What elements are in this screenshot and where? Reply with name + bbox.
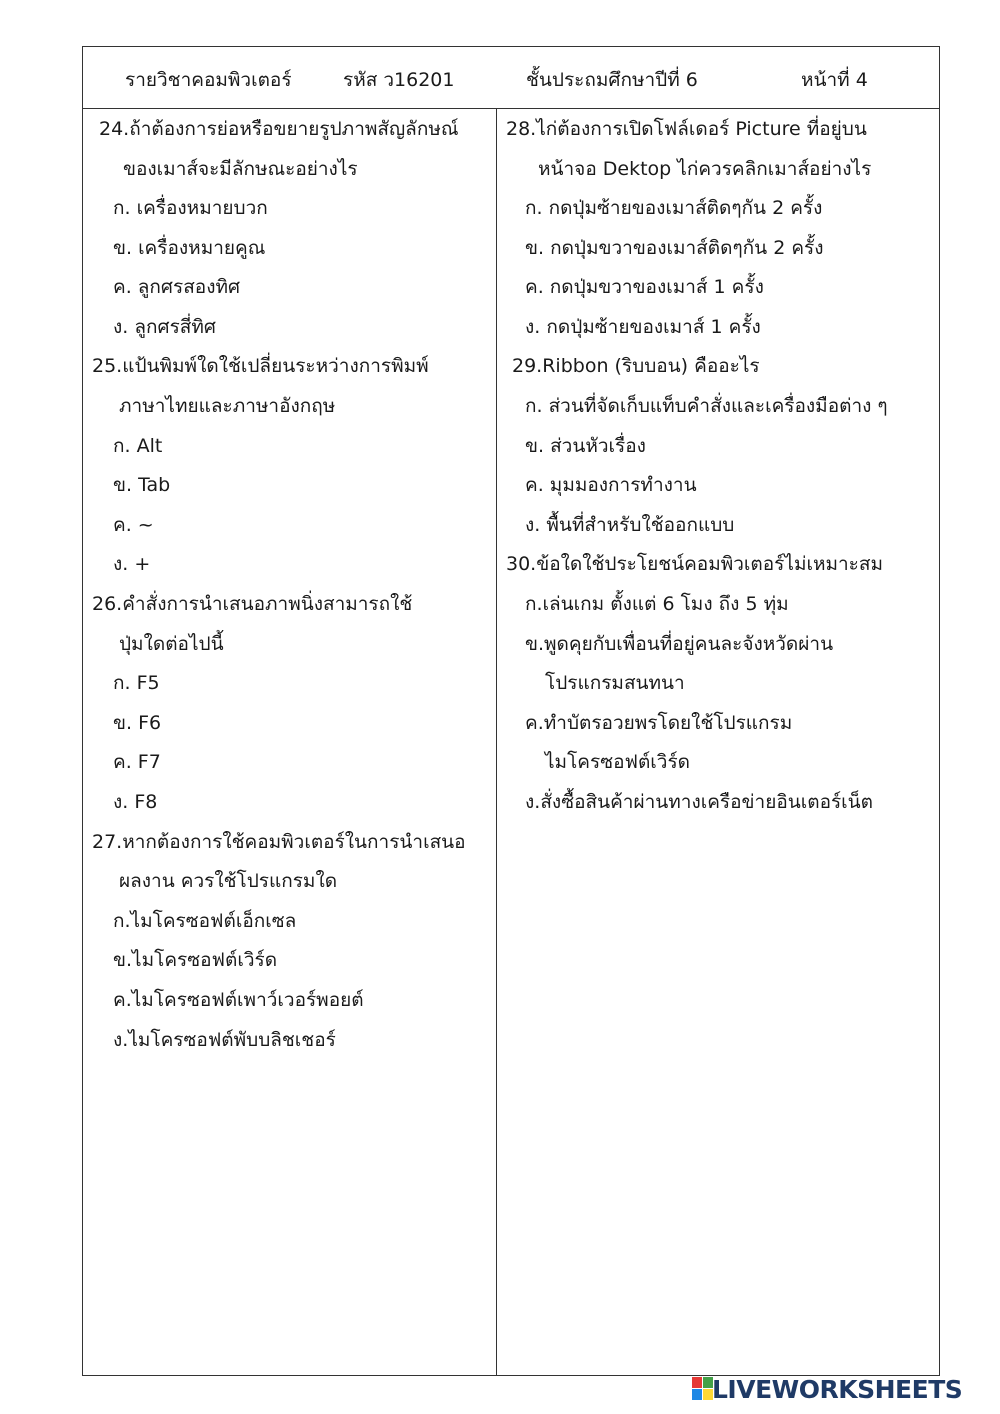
liveworksheets-badge-icon — [692, 1377, 714, 1401]
course-code: รหัส ว16201 — [343, 69, 455, 91]
page-number: หน้าที่ 4 — [801, 69, 868, 91]
question-29: 29.Ribbon (ริบบอน) คืออะไร — [512, 355, 760, 377]
q26-choice-c: ค. F7 — [113, 751, 161, 773]
q24-choice-d: ง. ลูกศรสี่ทิศ — [113, 316, 216, 338]
question-28-cont: หน้าจอ Dektop ไก่ควรคลิกเมาส์อย่างไร — [538, 158, 872, 180]
q25-choice-a: ก. Alt — [113, 435, 163, 457]
liveworksheets-logo — [692, 1375, 992, 1405]
q30-choice-d: ง.สั่งซื้อสินค้าผ่านทางเครือข่ายอินเตอร์เน็ต — [525, 791, 874, 813]
q29-choice-a: ก. ส่วนที่จัดเก็บแท็บคำสั่งและเครื่องมือต่าง ๆ — [525, 395, 888, 417]
q25-choice-b: ข. Tab — [113, 474, 171, 496]
q29-choice-b: ข. ส่วนหัวเรื่อง — [525, 435, 646, 457]
question-27-cont: ผลงาน ควรใช้โปรแกรมใด — [119, 870, 338, 892]
q27-choice-d: ง.ไมโครซอฟต์พับบลิชเชอร์ — [113, 1029, 336, 1051]
q30-choice-b: ข.พูดคุยกับเพื่อนที่อยู่คนละจังหวัดผ่าน — [525, 633, 834, 655]
q27-choice-a: ก.ไมโครซอฟต์เอ็กเซล — [113, 910, 297, 932]
question-25: 25.แป้นพิมพ์ใดใช้เปลี่ยนระหว่างการพิมพ์ — [92, 355, 429, 377]
worksheet-frame — [82, 46, 940, 1376]
q25-choice-d: ง. + — [113, 553, 151, 575]
question-28: 28.ไก่ต้องการเปิดโฟล์เดอร์ Picture ที่อยู่บน — [506, 118, 867, 140]
q24-choice-c: ค. ลูกศรสองทิศ — [113, 276, 241, 298]
q26-choice-d: ง. F8 — [113, 791, 158, 813]
question-26-cont: ปุ่มใดต่อไปนี้ — [119, 633, 224, 655]
q29-choice-c: ค. มุมมองการทำงาน — [525, 474, 697, 496]
subject-label: รายวิชาคอมพิวเตอร์ — [125, 69, 292, 91]
q30-choice-b-cont: โปรแกรมสนทนา — [545, 672, 685, 694]
question-24-cont: ของเมาส์จะมีลักษณะอย่างไร — [123, 158, 358, 180]
q30-choice-c-cont: ไมโครซอฟต์เวิร์ด — [545, 751, 691, 773]
q24-choice-a: ก. เครื่องหมายบวก — [113, 197, 268, 219]
question-25-cont: ภาษาไทยและภาษาอังกฤษ — [119, 395, 336, 417]
q29-choice-d: ง. พื้นที่สำหรับใช้ออกแบบ — [525, 514, 735, 536]
q27-choice-c: ค.ไมโครซอฟต์เพาว์เวอร์พอยต์ — [113, 989, 364, 1011]
liveworksheets-wordmark: LIVEWORKSHEETS — [712, 1375, 963, 1404]
q28-choice-b: ข. กดปุ่มขวาของเมาส์ติดๆกัน 2 ครั้ง — [525, 237, 824, 259]
question-30: 30.ข้อใดใช้ประโยชน์คอมพิวเตอร์ไม่เหมาะสม — [506, 553, 884, 575]
question-27: 27.หากต้องการใช้คอมพิวเตอร์ในการนำเสนอ — [92, 831, 466, 853]
q28-choice-c: ค. กดปุ่มขวาของเมาส์ 1 ครั้ง — [525, 276, 764, 298]
q26-choice-b: ข. F6 — [113, 712, 162, 734]
q30-choice-a: ก.เล่นเกม ตั้งแต่ 6 โมง ถึง 5 ทุ่ม — [525, 593, 789, 615]
q24-choice-b: ข. เครื่องหมายคูณ — [113, 237, 266, 259]
q27-choice-b: ข.ไมโครซอฟต์เวิร์ด — [113, 949, 278, 971]
q26-choice-a: ก. F5 — [113, 672, 160, 694]
q30-choice-c: ค.ทำบัตรอวยพรโดยใช้โปรแกรม — [525, 712, 793, 734]
q25-choice-c: ค. ~ — [113, 514, 154, 536]
column-divider — [496, 109, 497, 1375]
question-26: 26.คำสั่งการนำเสนอภาพนิ่งสามารถใช้ — [92, 593, 413, 615]
q28-choice-d: ง. กดปุ่มซ้ายของเมาส์ 1 ครั้ง — [525, 316, 761, 338]
grade-level: ชั้นประถมศึกษาปีที่ 6 — [526, 69, 698, 91]
question-24: 24.ถ้าต้องการย่อหรือขยายรูปภาพสัญลักษณ์ — [99, 118, 459, 140]
worksheet-header — [83, 47, 939, 109]
q28-choice-a: ก. กดปุ่มซ้ายของเมาส์ติดๆกัน 2 ครั้ง — [525, 197, 823, 219]
